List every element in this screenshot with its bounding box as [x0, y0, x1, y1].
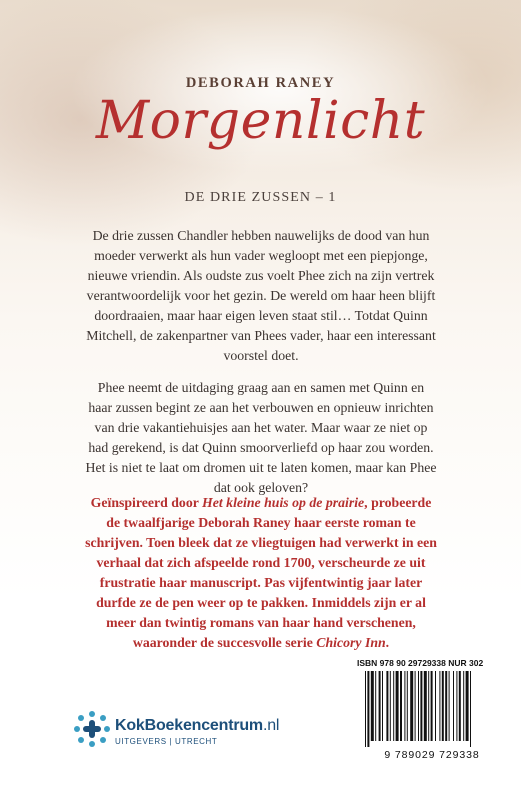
bio-book-title: Het kleine huis op de prairie [202, 495, 365, 510]
barcode-bar [459, 671, 461, 741]
barcode-bar [415, 671, 416, 741]
author-bio [85, 493, 437, 653]
bio-text-3: . [385, 635, 390, 650]
barcode-bar [442, 671, 444, 741]
barcode-bar [463, 671, 464, 741]
barcode-bar [393, 671, 394, 741]
publisher-name [115, 717, 279, 735]
barcode-bar [470, 671, 471, 747]
barcode-bar [379, 671, 381, 741]
barcode-bar [424, 671, 427, 741]
barcode-bar [410, 671, 413, 741]
barcode-block [357, 658, 507, 768]
barcode-bar [420, 671, 422, 741]
barcode-bar [404, 671, 405, 741]
publisher-logo [72, 709, 302, 749]
kok-boekencentrum-logo-icon [72, 709, 112, 749]
barcode-digits: 9 789029 729338 [384, 749, 480, 761]
blurb-paragraph-1: De drie zussen Chandler hebben nauwelijks de dood van hun moeder verwerkt als hun vader wegloopt met een piepjonge, nieuwe vriendin. Als oudste zus voelt Phee zich na zijn vertrek verantwoordelijk voor het gezin. De wereld om haar heen blijft doordraaien, maar haar eigen leven staat stil… Totdat Quinn Mitchell, de zakenpartner van Phees vader, haar een interessant voorstel doet. [86, 228, 436, 363]
barcode-bar [386, 671, 388, 741]
barcode-bar [382, 671, 383, 741]
barcode-icon [363, 671, 503, 747]
publisher-subtitle: UITGEVERS | UTRECHT [115, 737, 218, 746]
barcode-bar [456, 671, 457, 741]
barcode-bar [453, 671, 454, 741]
author-name: DEBORAH RANEY [185, 75, 336, 91]
barcode-bar [466, 671, 469, 741]
barcode-bar [367, 671, 369, 747]
bio-text-2: , probeerde de twaalfjarige Deborah Raney haar eerste roman te schrijven. Toen bleek dat ze vliegtuigen had verwerkt in een verhaal dat zich afspeelde rond 1700, verscheurde ze uit frustratie haar manuscript. Pas vijfentwintig jaar later durfde ze de pen weer op te pakken. Inmiddels zijn er al meer dan twintig romans van haar hand verschenen, waaronder de succesvolle serie [85, 495, 437, 650]
barcode-bar [375, 671, 376, 741]
barcode-bar [418, 671, 419, 741]
barcode-bar [435, 671, 436, 741]
publisher-name-main: KokBoekencentrum [115, 717, 263, 734]
bio-series-title: Chicory Inn [316, 635, 386, 650]
series-label: DE DRIE ZUSSEN – 1 [184, 190, 337, 205]
book-title: Morgenlicht [95, 91, 426, 151]
barcode-bar [365, 671, 366, 747]
bio-text-1: Geïnspireerd door [90, 495, 203, 510]
barcode-bar [449, 671, 450, 741]
blurb-paragraph-2: Phee neemt de uitdaging graag aan en samen met Quinn en haar zussen begint ze aan het verbouwen en opnieuw inrichten van drie vakantiehuisjes aan het water. Maar waar ze niet op had gerekend, is dat Quinn smoorverliefd op haar zou worden. Het is niet te laat om dromen uit te laten komen, maar kan Phee dat ook geloven? [85, 380, 437, 495]
barcode-bar [400, 671, 402, 741]
barcode-bar [390, 671, 391, 741]
barcode-bar [396, 671, 399, 741]
barcode-bar [431, 671, 433, 741]
barcode-bar [428, 671, 429, 741]
isbn-line: ISBN 978 90 29729338 NUR 302 [357, 658, 484, 668]
barcode-bar [439, 671, 440, 741]
barcode-bar [407, 671, 408, 741]
publisher-name-tld: .nl [262, 717, 280, 734]
barcode-bar [371, 671, 374, 741]
barcode-bar [445, 671, 447, 741]
